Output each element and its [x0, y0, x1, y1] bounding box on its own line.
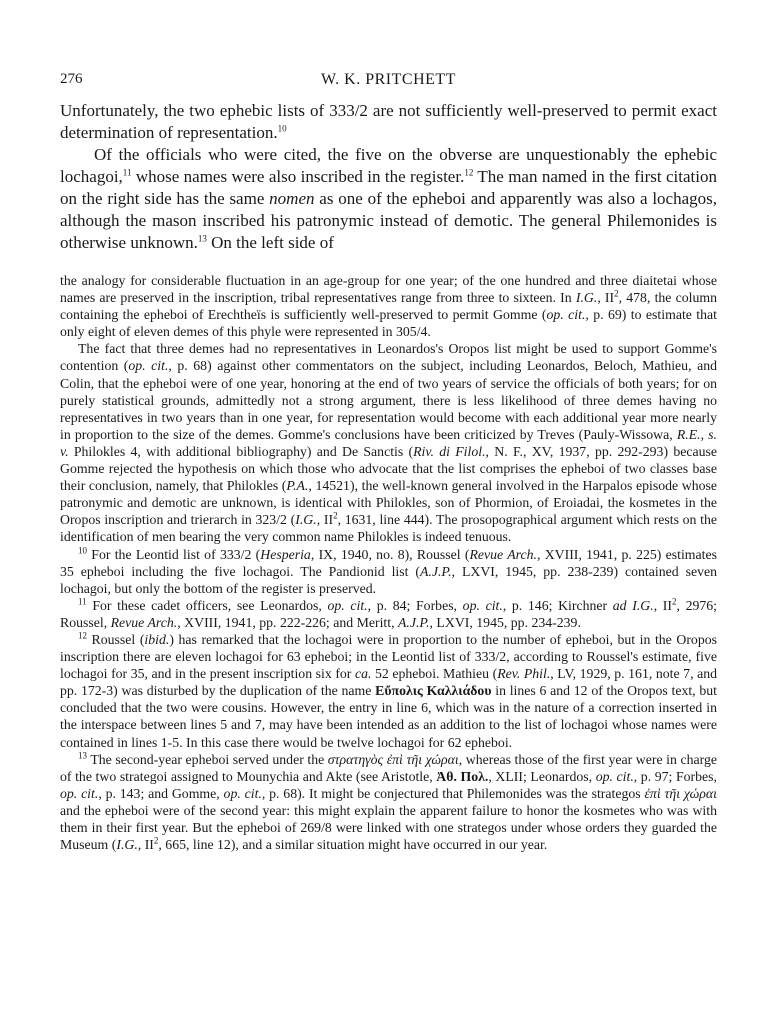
footnote-12: $^{12}$ Roussel (ibid.) has remarked that the lochagoi were in proportion to the number of epheboi, but in the Oropos inscription there are eleven lochagoi for 63 epheboi; in the Leontid list of 333/2, according to Roussel's estimate, five lochagoi for 35, and in the present inscription six for ca. 52 epheboi. Mathieu (Rev. Phil., LV, 1929, p. 161, note 7, and pp. 172-3) was disturbed by the duplication of the name Εὔπολις Καλλιάδου in lines 6 and 12 of the Oropos text, but concluded that the two were cousins. However, the entry in line 6, which was in the nature of a correction inserted in the interspace between lines 5 and 7, may have been intended as an addition to the list of lochagoi whose names were contained in lines 1-5. In this case there would be twelve lochagoi for 62 epheboi.	[60, 630, 717, 750]
footnotes	[60, 272, 717, 853]
paragraph: Of the officials who were cited, the five on the obverse are unquestionably the ephebic lochagoi,$^{11}$ whose names were also inscribed in the register.$^{12}$ The man named in the first citation on the right side has the same nomen as one of the epheboi and apparently was also a lochagos, although the mason inscribed his patronymic instead of demotic. The general Philemonides is otherwise unknown.$^{13}$ On the left side of	[60, 145, 717, 252]
page-number: 276	[60, 71, 83, 87]
paragraph: Unfortunately, the two ephebic lists of 333/2 are not sufficiently well-preserved to permit exact determination of representation.$^{10}$	[60, 101, 717, 142]
footnote-number: 11	[78, 596, 87, 607]
footnote-paragraph: The fact that three demes had no representatives in Leonardos's Oropos list might be used to support Gomme's contention (op. cit., p. 68) against other commentators on the subject, including Leonardos, Beloch, Mathieu, and Colin, that the epheboi were of one year, honoring at the end of two years of service the officials of both years; for on purely statistical grounds, admittedly not a strong argument, there is less likelihood of three demes having no representatives in two years than in one year, for representation would become with each additional year more nearly in proportion to the size of the demes. Gomme's conclusions have been criticized by Treves (Pauly-Wissowa, R.E., s. v. Philokles 4, with additional bibliography) and De Sanctis (Riv. di Filol., N. F., XV, 1937, pp. 292-293) because Gomme rejected the hypothesis on which those who advocate that the list comprises the epheboi of two classes base their conclusion, namely, that Philokles (P.A., 14521), the well-known general involved in the Harpalos episode whose patronymic and demotic are unknown, is identical with Philokles, son of Phormion, of Eroiadai, the kosmetes in the Oropos inscription and trierarch in 323/2 (I.G., $II^2$, 1631, line 444). The prosopographical argument which rests on the identification of men bearing the very common name Philokles is indeed tenuous.	[60, 341, 718, 545]
footnote-ref: 13	[197, 233, 207, 244]
footnote-ref: 10	[277, 123, 287, 134]
footnote-13: $^{13}$ The second-year epheboi served under the στρατηγὸς ἐπὶ τῆι χώραι, whereas those of the first year were in charge of the two strategoi assigned to Mounychia and Akte (see Aristotle, Ἀθ. Πολ., XLII; Leonardos, op. cit., p. 97; Forbes, op. cit., p. 143; and Gomme, op. cit., p. 68). It might be conjectured that Philemonides was the strategos ἐπὶ τῆι χώραι and the epheboi were of the second year: this might explain the apparent failure to honor the kosmetes who was with them in their first year. But the epheboi of 269/8 were linked with one strategos under whose orders they guarded the Museum (I.G., $II^2$, 665, line 12), and a similar situation might have occurred in our year.	[60, 750, 718, 853]
footnote-continuation: the analogy for considerable fluctuation in an age-group for one year; of the one hundred and three diaitetai whose names are preserved in the inscription, tribal representatives range from three to sixteen. In I.G., $II^2$, 478, the column containing the epheboi of Erechtheïs is sufficiently well-preserved to permit Gomme (op. cit., p. 69) to estimate that only eight of eleven demes of this phyle were represented in 305/4.	[60, 273, 717, 340]
footnote-ref: 11	[122, 167, 132, 178]
running-head: W. K. PRITCHETT	[321, 71, 456, 88]
greek-phrase: ἐπὶ τῆι χώραι	[644, 785, 718, 801]
page	[60, 0, 717, 1024]
footnote-10: $^{10}$ For the Leontid list of 333/2 (Hesperia, IX, 1940, no. 8), Roussel (Revue Arch., XVIII, 1941, p. 225) estimates 35 epheboi including the five lochagoi. The Pandionid list (A.J.P., LXVI, 1945, pp. 238-239) contained seven lochagoi, but only the bottom of the register is preserved.	[60, 544, 717, 596]
footnote-number: 12	[78, 630, 87, 641]
footnote-11: $^{11}$ For these cadet officers, see Leonardos, op. cit., p. 84; Forbes, op. cit., p. 146; Kirchner ad I.G., $II^2$, 2976; Roussel, Revue Arch., XVIII, 1941, pp. 222-226; and Meritt, A.J.P., LXVI, 1945, pp. 234-239.	[60, 596, 718, 630]
footnote-ref: 12	[464, 167, 474, 178]
body-text	[60, 100, 717, 254]
footnote-number: 13	[78, 750, 87, 761]
page-header	[60, 71, 717, 93]
greek-name: Εὔπολις Καλλιάδου	[375, 683, 492, 699]
footnote-number: 10	[78, 544, 87, 555]
greek-phrase: στρατηγὸς ἐπὶ τῆι χώραι	[327, 751, 459, 767]
greek-title: Ἀθ. Πολ.	[436, 768, 489, 784]
